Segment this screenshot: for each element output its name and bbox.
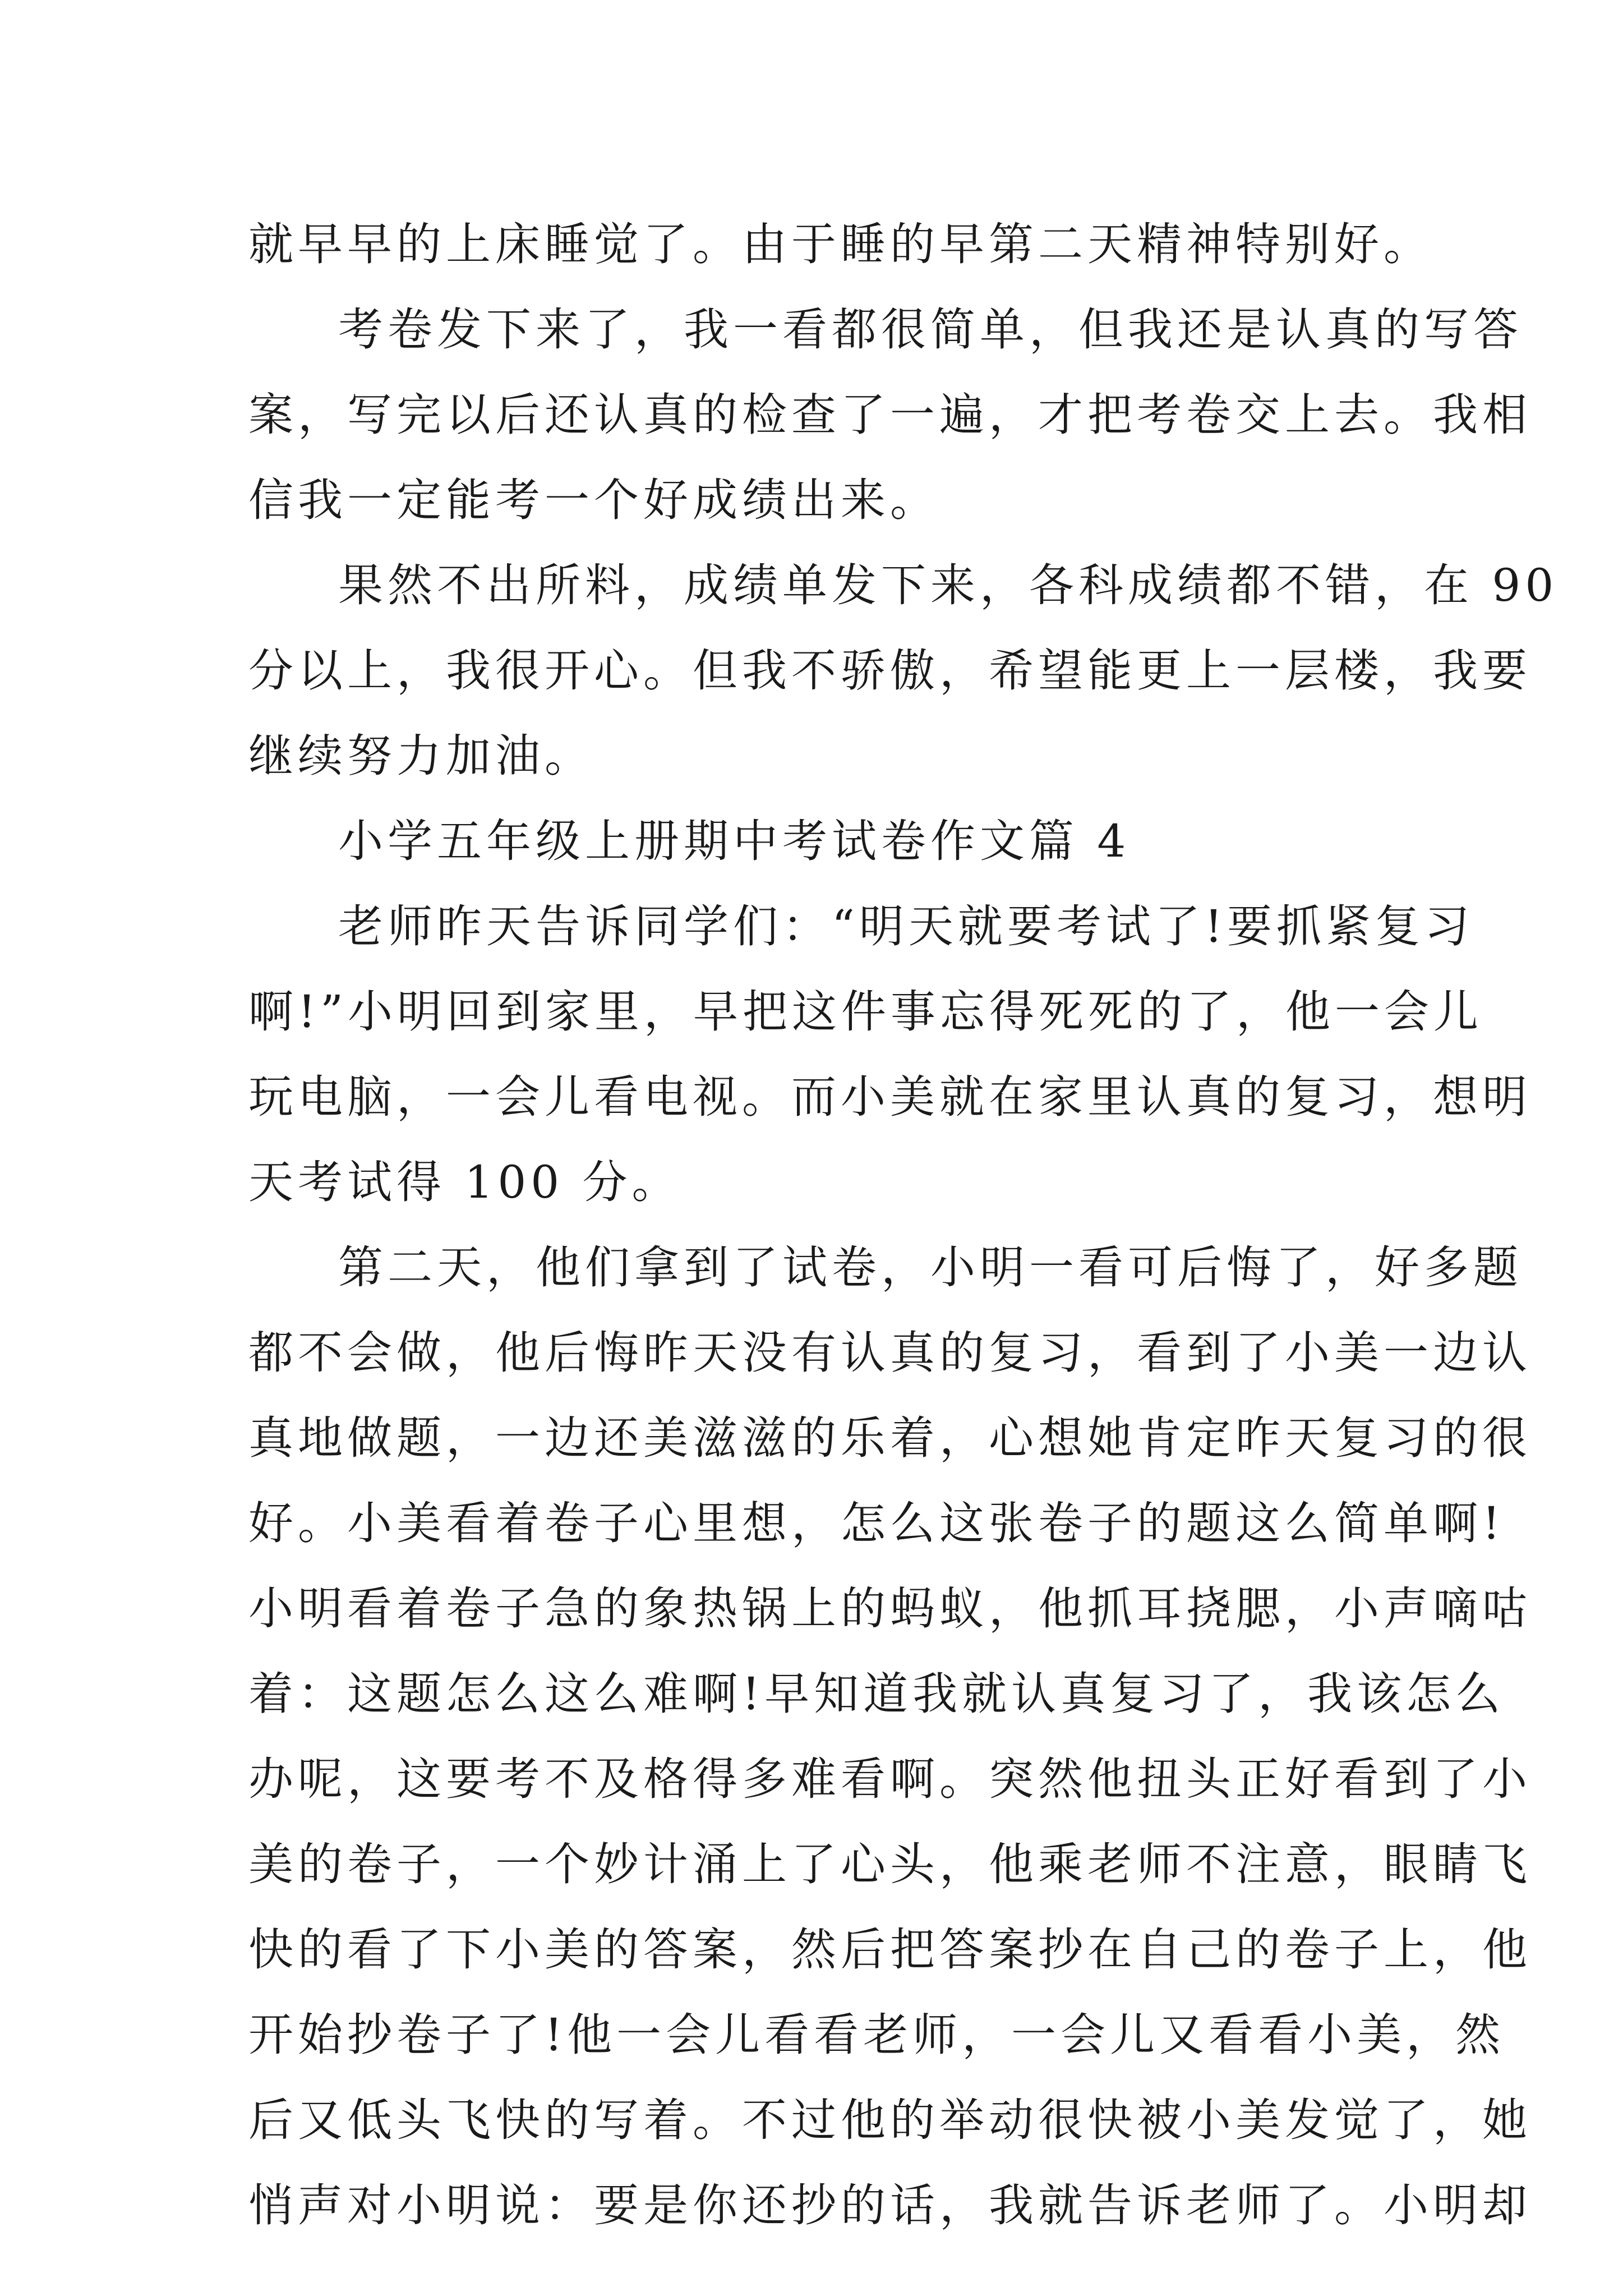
text-line: 真地做题，一边还美滋滋的乐着，心想她肯定昨天复习的很 [248,1412,1532,1464]
text-line: 就早早的上床睡觉了。由于睡的早第二天精神特别好。 [248,218,1433,270]
text-line: 美的卷子，一个妙计涌上了心头，他乘老师不注意，眼睛飞 [248,1838,1532,1890]
text-line: 着：这题怎么这么难啊!早知道我就认真复习了，我该怎么 [248,1668,1505,1720]
text-line: 天考试得 100 分。 [248,1156,681,1208]
text-line: 都不会做，他后悔昨天没有认真的复习，看到了小美一边认 [248,1327,1532,1379]
text-line: 啊!”小明回到家里，早把这件事忘得死死的了，他一会儿 [248,986,1483,1038]
essay-body [248,202,1559,2248]
text-line: 继续努力加油。 [248,730,594,782]
paragraph-start-line: 考卷发下来了，我一看都很简单，但我还是认真的写答 [338,303,1523,356]
text-line: 玩电脑，一会儿看电视。而小美就在家里认真的复习，想明 [248,1071,1532,1123]
text-line: 快的看了下小美的答案，然后把答案抄在自己的卷子上，他 [248,1924,1532,1976]
paragraph-start-line: 果然不出所料，成绩单发下来，各科成绩都不错，在 90 [338,559,1559,611]
text-line: 信我一定能考一个好成绩出来。 [248,474,939,526]
text-line: 好。小美看着卷子心里想，怎么这张卷子的题这么简单啊! [248,1497,1505,1549]
text-line: 案，写完以后还认真的检查了一遍，才把考卷交上去。我相 [248,389,1532,441]
section-heading: 小学五年级上册期中考试卷作文篇 4 [338,815,1131,867]
text-line: 开始抄卷子了!他一会儿看看老师，一会儿又看看小美，然 [248,2009,1505,2061]
text-line: 分以上，我很开心。但我不骄傲，希望能更上一层楼，我要 [248,645,1532,697]
text-line: 后又低头飞快的写着。不过他的举动很快被小美发觉了，她 [248,2094,1532,2146]
text-line: 小明看着卷子急的象热锅上的蚂蚁，他抓耳挠腮，小声嘀咕 [248,1582,1532,1635]
paragraph-start-line: 第二天，他们拿到了试卷，小明一看可后悔了，好多题 [338,1241,1523,1294]
text-line: 悄声对小明说：要是你还抄的话，我就告诉老师了。小明却 [248,2179,1532,2231]
text-line: 办呢，这要考不及格得多难看啊。突然他扭头正好看到了小 [248,1753,1532,1805]
paragraph-start-line: 老师昨天告诉同学们：“明天就要考试了!要抓紧复习 [338,900,1474,953]
